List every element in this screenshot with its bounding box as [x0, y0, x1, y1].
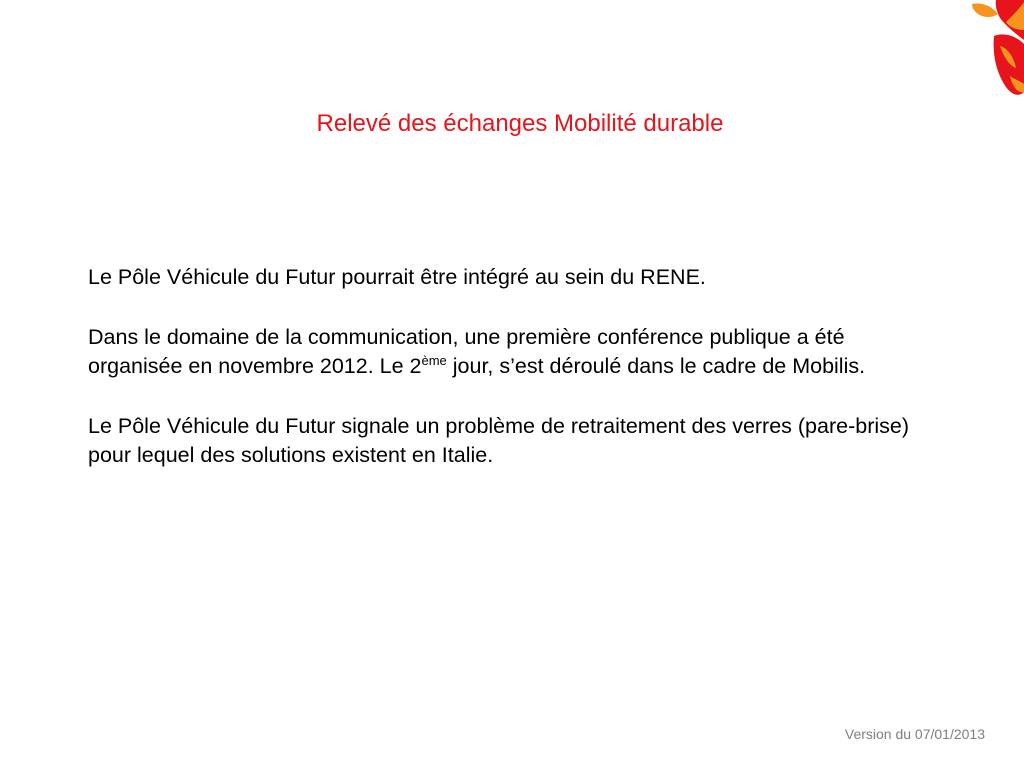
- paragraph-3: Le Pôle Véhicule du Futur signale un problème de retraitement des verres (pare-brise) pour lequel des solutions existent en Italie.: [88, 413, 910, 467]
- paragraph-2: [88, 323, 928, 382]
- version-footer: Version du 07/01/2013: [844, 726, 985, 742]
- corner-logo-icon: [934, 0, 1024, 100]
- paragraph-1: Le Pôle Véhicule du Futur pourrait être intégré au sein du RENE.: [88, 265, 706, 289]
- paragraph-2-end: jour, s’est déroulé dans le cadre de Mobilis.: [446, 354, 866, 378]
- paragraph-2-start: Dans le domaine de la communication, une première conférence publique a été organisée en novembre 2012. Le 2: [88, 324, 845, 378]
- slide-body: [88, 263, 928, 501]
- slide-title: Relevé des échanges Mobilité durable: [316, 110, 724, 137]
- ordinal-superscript: ème: [421, 353, 447, 368]
